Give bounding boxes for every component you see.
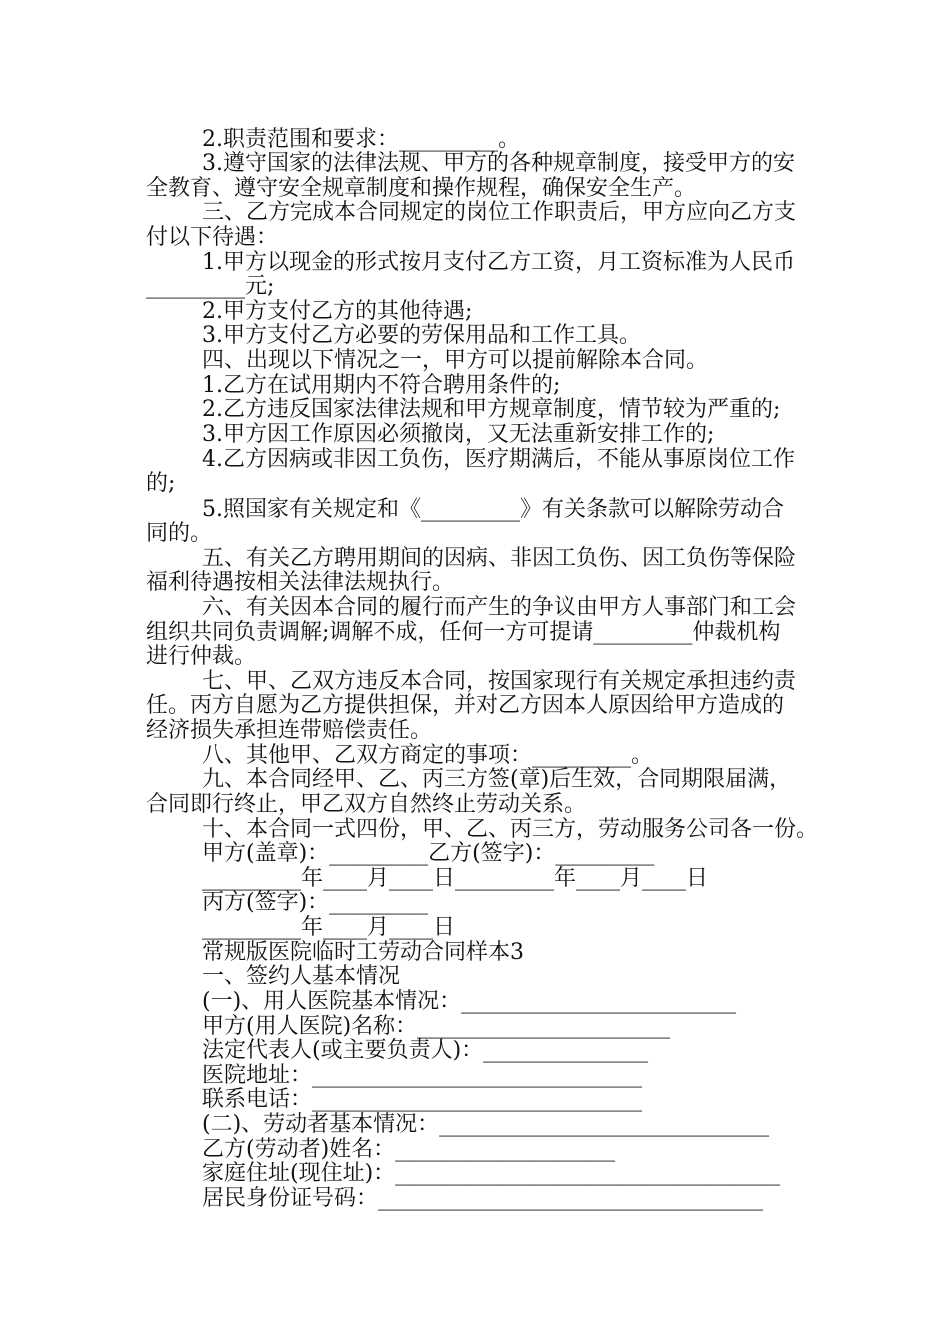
text-line: (一)、用人医院基本情况：_________________________ — [202, 989, 737, 1014]
text-line: 福利待遇按相关法律法规执行。 — [146, 570, 455, 595]
text-line: 2.甲方支付乙方的其他待遇; — [202, 299, 473, 324]
text-line: 法定代表人(或主要负责人)：_______________ — [202, 1038, 649, 1063]
text-line: 乙方(劳动者)姓名：____________________ — [202, 1137, 616, 1162]
text-line: 2.职责范围和要求：_________。 — [202, 127, 520, 152]
text-line: 丙方(签字)：_________ — [202, 890, 429, 915]
text-line: 全教育、遵守安全规章制度和操作规程，确保安全生产。 — [146, 176, 697, 201]
text-line: _________元; — [146, 274, 275, 299]
text-line: 3.遵守国家的法律法规、甲方的各种规章制度，接受甲方的安 — [202, 151, 795, 176]
text-line: 进行仲裁。 — [146, 644, 257, 669]
text-line: 组织共同负责调解;调解不成，任何一方可提请_________仲裁机构 — [146, 620, 781, 645]
text-line: 的; — [146, 471, 176, 496]
text-line: 七、甲、乙双方违反本合同，按国家现行有关规定承担违约责 — [202, 669, 797, 694]
section-title: 常规版医院临时工劳动合同样本3 — [202, 940, 524, 965]
text-line: 五、有关乙方聘用期间的因病、非因工负伤、因工负伤等保险 — [202, 546, 797, 571]
text-line: 医院地址：______________________________ — [202, 1063, 643, 1088]
text-line: 3.甲方支付乙方必要的劳保用品和工作工具。 — [202, 323, 641, 348]
text-line: 三、乙方完成本合同规定的岗位工作职责后，甲方应向乙方支 — [202, 200, 797, 225]
text-line: 2.乙方违反国家法律法规和甲方规章制度，情节较为严重的; — [202, 397, 781, 422]
text-line: _________年____月____日 — [202, 915, 456, 940]
text-line: 同的。 — [146, 521, 213, 546]
text-line: _________年____月____日_________年____月____日 — [202, 866, 709, 891]
text-line: 一、签约人基本情况 — [202, 964, 401, 989]
text-line: 六、有关因本合同的履行而产生的争议由甲方人事部门和工会 — [202, 595, 797, 620]
text-line: 3.甲方因工作原因必须撤岗，又无法重新安排工作的; — [202, 422, 715, 447]
text-line: 八、其他甲、乙双方商定的事项：_________。 — [202, 743, 654, 768]
text-line: 5.照国家有关规定和《_________》有关条款可以解除劳动合 — [202, 497, 784, 522]
text-line: 付以下待遇： — [146, 225, 279, 250]
text-line: 甲方(用人医院)名称：_______________________ — [202, 1014, 671, 1039]
text-line: 四、出现以下情况之一，甲方可以提前解除本合同。 — [202, 348, 709, 373]
text-line: 经济损失承担连带赔偿责任。 — [146, 718, 433, 743]
text-line: 十、本合同一式四份，甲、乙、丙三方，劳动服务公司各一份。 — [202, 817, 819, 842]
text-line: 联系电话：______________________________ — [202, 1087, 643, 1112]
text-line: 4.乙方因病或非因工负伤，医疗期满后，不能从事原岗位工作 — [202, 447, 795, 472]
text-line: 居民身份证号码：___________________________________ — [202, 1186, 764, 1211]
text-line: 甲方(盖章)：_________乙方(签字)：_________ — [202, 841, 655, 866]
text-line: 1.甲方以现金的形式按月支付乙方工资，月工资标准为人民币 — [202, 250, 795, 275]
text-line: 家庭住址(现住址)：___________________________________ — [202, 1161, 781, 1186]
text-line: 九、本合同经甲、乙、丙三方签(章)后生效，合同期限届满， — [202, 767, 792, 792]
text-line: 任。丙方自愿为乙方提供担保，并对乙方因本人原因给甲方造成的 — [146, 693, 785, 718]
text-line: 1.乙方在试用期内不符合聘用条件的; — [202, 373, 561, 398]
text-line: 合同即行终止，甲乙双方自然终止劳动关系。 — [146, 792, 587, 817]
text-line: (二)、劳动者基本情况：______________________________ — [202, 1112, 770, 1137]
